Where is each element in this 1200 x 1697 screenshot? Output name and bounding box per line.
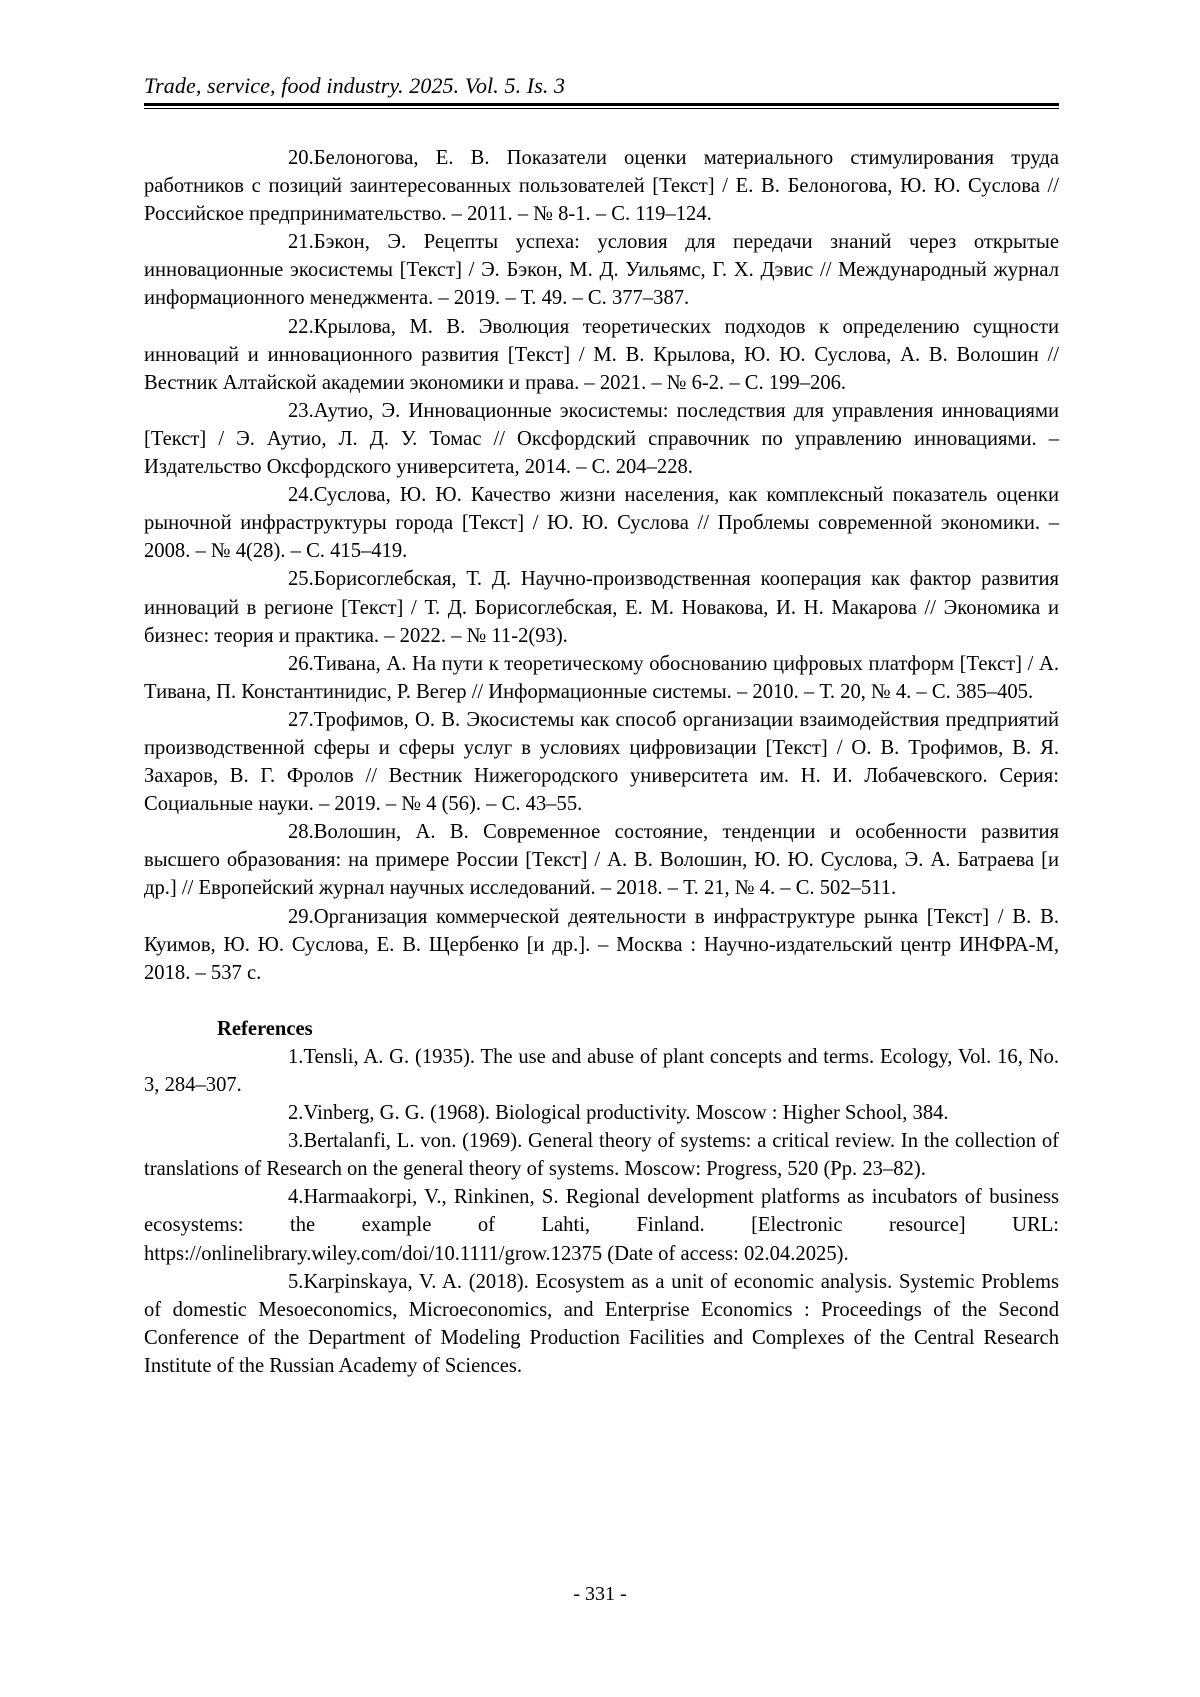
reference-item-25	[144, 565, 1059, 649]
russian-reference-list	[144, 144, 1059, 987]
reference-number: 26.	[216, 650, 314, 678]
page-content	[144, 144, 1059, 1380]
reference-text: Трофимов, О. В. Экосистемы как способ организации взаимодействия предприятий производственной сферы и сферы услуг в условиях цифровизации [Текст] / О. В. Трофимов, В. Я. Захаров, В. Г. Фролов // Вестник Нижегородского университета им. Н. И. Лобачевского. Серия: Социальные науки. – 2019. – № 4 (56). – С. 43–55.	[144, 709, 1059, 815]
header-rule	[144, 103, 1059, 106]
reference-item-24	[144, 481, 1059, 565]
reference-text: Волошин, А. В. Современное состояние, тенденции и особенности развития высшего образования: на примере России [Текст] / А. В. Волошин, Ю. Ю. Суслова, Э. А. Батраева [и др.] // Европейский журнал научных исследований. – 2018. – Т. 21, № 4. – С. 502–511.	[144, 821, 1059, 899]
reference-text: Аутио, Э. Инновационные экосистемы: последствия для управления инновациями [Текст] / Э. Аутио, Л. Д. У. Томас // Оксфордский справочник по управлению инновациями. – Издательство Оксфордского университета, 2014. – С. 204–228.	[144, 400, 1059, 478]
reference-item-27	[144, 706, 1059, 818]
reference-number: 21.	[216, 228, 314, 256]
reference-text: Тивана, А. На пути к теоретическому обоснованию цифровых платформ [Текст] / А. Тивана, П. Константинидис, Р. Вегер // Информационные системы. – 2010. – Т. 20, № 4. – С. 385–405.	[144, 653, 1059, 703]
reference-text: Белоногова, Е. В. Показатели оценки материального стимулирования труда работников с позиций заинтересованных пользователей [Текст] / Е. В. Белоногова, Ю. Ю. Суслова // Российское предпринимательство. – 2011. – № 8-1. – С. 119–124.	[144, 147, 1059, 225]
reference-number: 25.	[216, 565, 314, 593]
reference-text: Vinberg, G. G. (1968). Biological productivity. Moscow : Higher School, 384.	[303, 1102, 948, 1124]
reference-item-1	[144, 1043, 1059, 1099]
reference-text: Крылова, М. В. Эволюция теоретических подходов к определению сущности инноваций и инновационного развития [Текст] / М. В. Крылова, Ю. Ю. Суслова, А. В. Волошин // Вестник Алтайской академии экономики и права. – 2021. – № 6-2. – С. 199–206.	[144, 316, 1059, 394]
reference-item-28	[144, 818, 1059, 902]
reference-item-22	[144, 313, 1059, 397]
running-header: Trade, service, food industry. 2025. Vol. 5. Is. 3	[144, 72, 1059, 100]
reference-number: 23.	[216, 397, 314, 425]
reference-text: Суслова, Ю. Ю. Качество жизни населения, как комплексный показатель оценки рыночной инфраструктуры города [Текст] / Ю. Ю. Суслова // Проблемы современной экономики. – 2008. – № 4(28). – С. 415–419.	[144, 484, 1059, 562]
reference-number: 27.	[216, 706, 314, 734]
reference-number: 24.	[216, 481, 314, 509]
reference-item-21	[144, 228, 1059, 312]
reference-item-29	[144, 903, 1059, 987]
reference-item-26	[144, 650, 1059, 706]
reference-text: Организация коммерческой деятельности в инфраструктуре рынка [Текст] / В. В. Куимов, Ю. Ю. Суслова, Е. В. Щербенко [и др.]. – Москва : Научно-издательский центр ИНФРА-М, 2018. – 537 с.	[144, 906, 1059, 984]
reference-number: 5.	[216, 1268, 303, 1296]
reference-number: 20.	[216, 144, 314, 172]
header-rule-secondary	[144, 108, 1059, 109]
reference-number: 1.	[216, 1043, 303, 1071]
reference-item-5	[144, 1268, 1059, 1380]
reference-item-3	[144, 1127, 1059, 1183]
reference-text: Tensli, A. G. (1935). The use and abuse of plant concepts and terms. Ecology, Vol. 16, No. 3, 284–307.	[144, 1046, 1059, 1096]
reference-text: Bertalanfi, L. von. (1969). General theory of systems: a critical review. In the collection of translations of Research on the general theory of systems. Moscow: Progress, 520 (Pp. 23–82).	[144, 1130, 1059, 1180]
reference-text: Harmaakorpi, V., Rinkinen, S. Regional development platforms as incubators of business ecosystems: the example of Lahti, Finland. [Electronic resource] URL: https://onlinelibrary.wiley.com/doi/10.1111/grow.12375 (Date of access: 02.04.2025).	[144, 1186, 1059, 1264]
reference-text: Karpinskaya, V. A. (2018). Ecosystem as a unit of economic analysis. Systemic Problems of domestic Mesoeconomics, Microeconomics, and Enterprise Economics : Proceedings of the Second Conference of the Department of Modeling Production Facilities and Complexes of the Central Research Institute of the Russian Academy of Sciences.	[144, 1271, 1059, 1377]
references-heading: References	[144, 1015, 1059, 1043]
reference-item-20	[144, 144, 1059, 228]
reference-text: Борисоглебская, Т. Д. Научно-производственная кооперация как фактор развития инноваций в регионе [Текст] / Т. Д. Борисоглебская, Е. М. Новакова, И. Н. Макарова // Экономика и бизнес: теория и практика. – 2022. – № 11-2(93).	[144, 568, 1059, 646]
reference-item-4	[144, 1183, 1059, 1267]
reference-item-23	[144, 397, 1059, 481]
english-reference-list	[144, 1043, 1059, 1380]
reference-number: 22.	[216, 313, 314, 341]
reference-number: 29.	[216, 903, 314, 931]
reference-number: 4.	[216, 1183, 303, 1211]
reference-number: 28.	[216, 818, 314, 846]
reference-text: Бэкон, Э. Рецепты успеха: условия для передачи знаний через открытые инновационные экосистемы [Текст] / Э. Бэкон, М. Д. Уильямс, Г. Х. Дэвис // Международный журнал информационного менеджмента. – 2019. – Т. 49. – С. 377–387.	[144, 231, 1059, 309]
reference-number: 2.	[216, 1099, 303, 1127]
page-number: - 331 -	[0, 1582, 1200, 1606]
reference-number: 3.	[216, 1127, 303, 1155]
reference-item-2	[144, 1099, 1059, 1127]
